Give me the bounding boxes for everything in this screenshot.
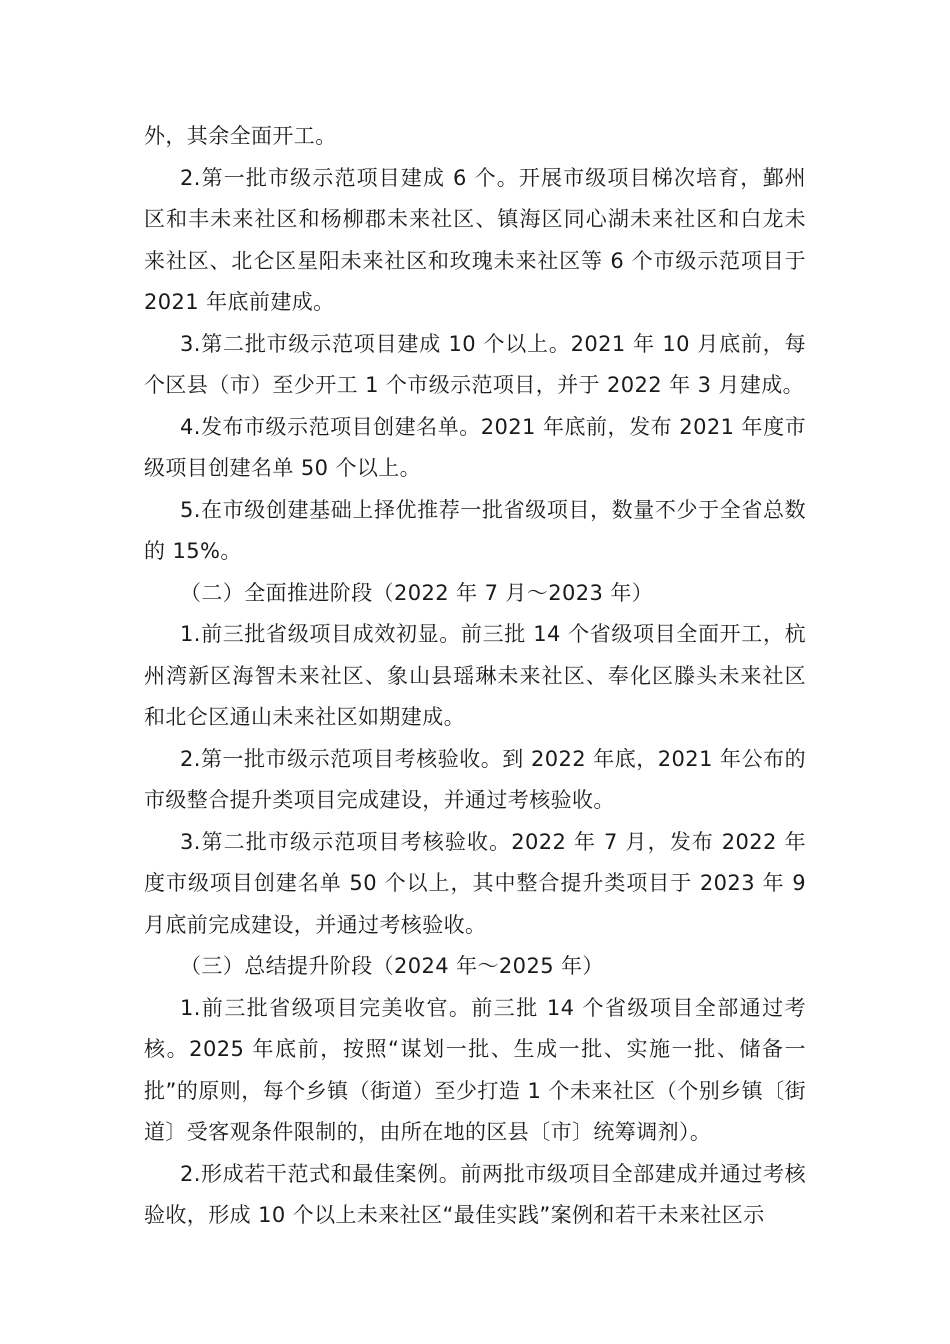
paragraph-item: 2.第一批市级示范项目建成 6 个。开展市级项目梯次培育，鄞州区和丰未来社区和杨柳郡未来社区、镇海区同心湖未来社区和白龙未来社区、北仑区星阳未来社区和玫瑰未来社区等 6 个市级示范项目于 2021 年底前建成。 [144,165,806,314]
section-heading: （二）全面推进阶段（2022 年 7 月～2023 年） [180,580,654,605]
paragraph-item: 2.形成若干范式和最佳案例。前两批市级项目全部建成并通过考核验收，形成 10 个以上未来社区“最佳实践”案例和若干未来社区示 [144,1161,806,1227]
paragraph-item: 1.前三批省级项目完美收官。前三批 14 个省级项目全部通过考核。2025 年底前，按照“谋划一批、生成一批、实施一批、储备一批”的原则，每个乡镇（街道）至少打造 1 个未来社区（个别乡镇〔街道〕受客观条件限制的，由所在地的区县〔市〕统筹调剂）。 [144,995,806,1144]
paragraph-item: 5.在市级创建基础上择优推荐一批省级项目，数量不少于全省总数的 15%。 [144,497,806,563]
paragraph-item: 2.第一批市级示范项目考核验收。到 2022 年底，2021 年公布的市级整合提升类项目完成建设，并通过考核验收。 [144,746,806,812]
paragraph-item: 3.第二批市级示范项目考核验收。2022 年 7 月，发布 2022 年度市级项目创建名单 50 个以上，其中整合提升类项目于 2023 年 9 月底前完成建设，并通过考核验收。 [144,829,806,937]
paragraph-item: 3.第二批市级示范项目建成 10 个以上。2021 年 10 月底前，每个区县（市）至少开工 1 个市级示范项目，并于 2022 年 3 月建成。 [144,331,806,397]
paragraph-item: 1.前三批省级项目成效初显。前三批 14 个省级项目全面开工，杭州湾新区海智未来社区、象山县瑶琳未来社区、奉化区滕头未来社区和北仑区通山未来社区如期建成。 [144,622,806,729]
paragraph-continuation: 外，其余全面开工。 [144,124,337,148]
paragraph-item: 4.发布市级示范项目创建名单。2021 年底前，发布 2021 年度市级项目创建名单 50 个以上。 [144,414,806,480]
document-body [144,116,806,1237]
section-heading: （三）总结提升阶段（2024 年～2025 年） [180,954,604,978]
